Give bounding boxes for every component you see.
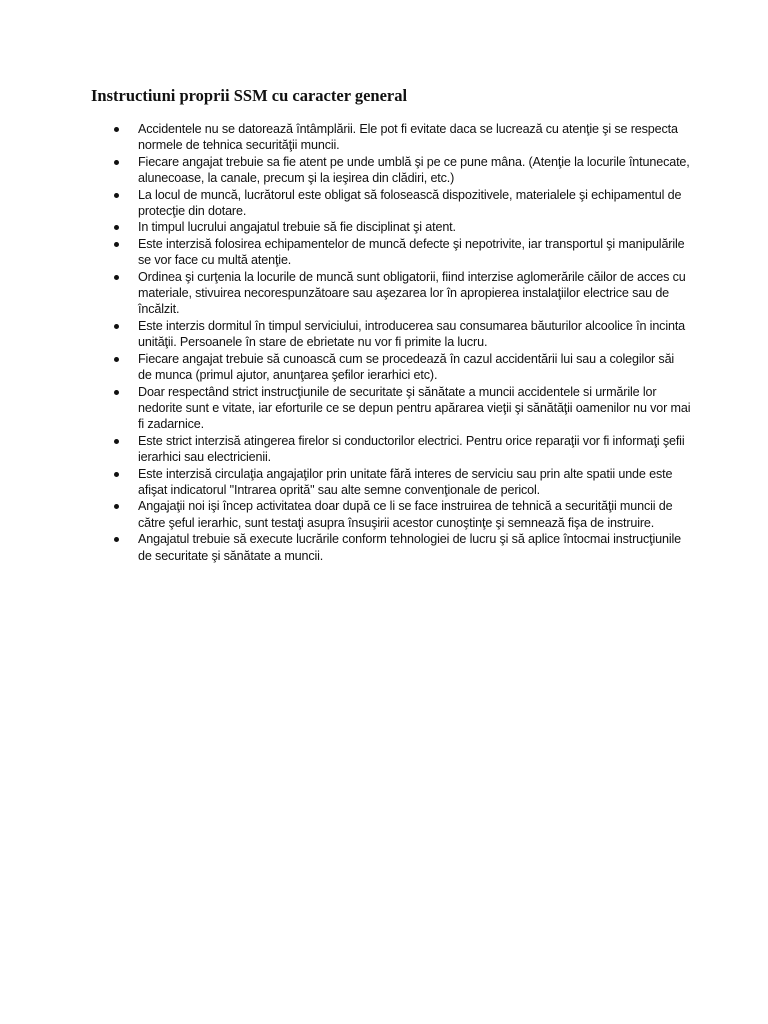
list-item [91,219,691,235]
bullet-icon [114,160,119,165]
bullet-icon [114,275,119,280]
list-item [91,121,691,154]
list-item-text: Este interzisă folosirea echipamentelor de muncă defecte şi nepotrivite, iar transportul şi manipulările se vor face cu multă atenţie. [138,236,685,268]
list-item [91,351,691,384]
list-item-text: Este interzis dormitul în timpul serviciului, introducerea sau consumarea băuturilor alcoolice în incinta unităţii. Persoanele în stare de ebrietate nu vor fi primite la lucru. [138,318,686,350]
list-item [91,433,691,466]
bullet-icon [114,127,119,132]
document-title: Instructiuni proprii SSM cu caracter general [91,86,408,105]
list-item-text: Fiecare angajat trebuie sa fie atent pe unde umblă şi pe ce pune mâna. (Atenţie la locurile întunecate, alunecoase, la canale, precum şi la ieşirea din clădiri, etc.) [138,154,690,186]
bullet-icon [114,537,119,542]
bullet-icon [114,357,119,362]
list-item-text: La locul de muncă, lucrătorul este obligat să folosească dispozitivele, materialele şi echipamentul de protecţie din dotare. [138,187,682,219]
list-item-text: Angajatul trebuie să execute lucrările conform tehnologiei de lucru şi să aplice întocmai instrucţiunile de securitate şi sănătate a muncii. [138,532,682,563]
bullet-icon [114,472,119,477]
list-item-text: Accidentele nu se datorează întâmplării. Ele pot fi evitate daca se lucrează cu atenţie şi se respecta normele de tehnica securităţii muncii. [138,122,678,153]
list-item [91,498,691,531]
list-item [91,269,691,318]
bullet-icon [114,242,119,247]
list-item [91,154,691,187]
bullet-icon [114,504,119,509]
list-item [91,466,691,499]
bullet-icon [114,193,119,198]
bullet-icon [114,225,119,230]
list-item-text: Este interzisă circulaţia angajaţilor prin unitate fără interes de serviciu sau prin alte spatii unde este afişat indicatorul "Intrarea oprită" sau alte semne convenţionale de pericol. [138,466,673,497]
list-item-text: Angajaţii noi işi încep activitatea doar după ce li se face instruirea de tehnică a securităţii muncii de către şeful ierarhic, sunt testaţi asupra însuşirii acestor cunoştinţe şi semnează fişa de instruire. [138,499,673,530]
list-item [91,384,691,433]
list-item [91,236,691,269]
list-item [91,318,691,351]
list-item-text: In timpul lucrului angajatul trebuie să fie disciplinat şi atent. [138,220,456,235]
list-item-text: Doar respectând strict instrucţiunile de securitate şi sănătate a muncii accidentele si urmările lor nedorite sunt e vitate, iar eforturile ce se depun pentru apărarea vieţii şi sănătăţii oamenilor nu vor mai fi zadarnice. [138,384,691,432]
list-item-text: Ordinea şi curţenia la locurile de muncă sunt obligatorii, fiind interzise aglomerările căilor de acces cu materiale, stivuirea necorespunzătoare sau aşezarea lor în apropierea instalaţiilor electrice sau de încălzit. [138,269,686,317]
instruction-list [91,121,691,564]
list-item-text: Este strict interzisă atingerea firelor si conductorilor electrici. Pentru orice reparaţii vor fi informaţi şefii ierarhici sau electricienii. [138,433,685,465]
bullet-icon [114,324,119,329]
bullet-icon [114,390,119,395]
list-item [91,531,691,564]
bullet-icon [114,439,119,444]
list-item [91,187,691,220]
list-item-text: Fiecare angajat trebuie să cunoască cum se procedează în cazul accidentării lui sau a colegilor săi de munca (primul ajutor, anunţarea şefilor ierarhici etc). [138,351,675,383]
